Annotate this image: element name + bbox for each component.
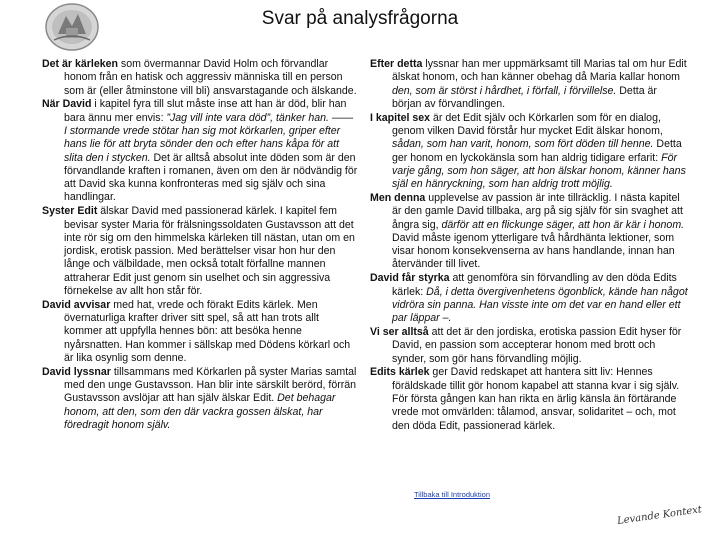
quote-text: Då, i detta övergivenhetens ögonblick, kände han något vidröra sin panna. Han visste inte om det var en hand eller ett par läppar –. — [392, 285, 688, 325]
paragraph — [42, 98, 358, 204]
body-text: är det Edit själv och Körkarlen som för en dialog, genom vilken David förstår hur mycket Edit älskar honom, — [392, 111, 663, 137]
paragraph — [370, 326, 688, 366]
right-column — [370, 58, 688, 433]
paragraph-lead: Det är kärleken — [42, 58, 118, 70]
paragraph — [42, 205, 358, 298]
quote-text: sådan, som han varit, honom, som fört döden till henne. — [392, 138, 654, 151]
paragraph-lead: David avvisar — [42, 298, 111, 311]
body-text: upplevelse av passion är inte tillräcklig. I nästa kapitel är den gamle David tillbaka, arg på sig själv för sin svaghet att ångra sig, — [392, 191, 683, 231]
body-text: Detta är början av förvandlingen. — [392, 84, 657, 110]
body-text: lyssnar han mer uppmärksamt till Marias tal om hur Edit älskat honom, och han känner obehag då Maria kallar honom — [392, 58, 687, 84]
quote-text: därför att en flickunge säger, att hon är kär i honom. — [441, 218, 685, 231]
paragraph — [370, 192, 688, 272]
paragraph — [42, 299, 358, 365]
paragraph — [42, 58, 358, 98]
paragraph — [370, 112, 688, 192]
body-text: med hat, vrede och förakt Edits kärlek. Men övernaturliga krafter driver sitt spel, så att han trots allt kommer att uppfylla hennes bön: att besöka henne nyårsnatten. Han kommer i sällskap med Dödens körkarl och är lika osynlig som denne. — [64, 298, 351, 365]
quote-text: Det behagar honom, att den, som den där vackra gossen älskat, har föredragit honom själv. — [64, 392, 336, 432]
body-text: att genomföra sin förvandling av den döda Edits kärlek: — [392, 272, 677, 298]
paragraph-lead: Efter detta — [370, 58, 423, 70]
body-text: David måste igenom ytterligare två hårdhänta lektioner, som visar honom konsekvenserna av hans handlande, innan han återvänder till livet. — [392, 231, 675, 271]
paragraph-lead: Men denna — [370, 191, 426, 204]
quote-text: För varje gång, som hon säger, att hon älskar honom, känner hans själ en hänryckning, som han aldrig trott möjlig. — [392, 151, 686, 191]
paragraph-lead: David får styrka — [370, 272, 450, 285]
paragraph-lead: I kapitel sex — [370, 111, 431, 124]
paragraph — [370, 58, 688, 111]
paragraph-lead: Vi ser alltså — [370, 325, 429, 338]
body-text: i kapitel fyra till slut måste inse att han är död, blir han bara ännu mer envis: — [64, 98, 347, 124]
body-text: Detta ger honom en lyckokänsla som han aldrig tidigare erfarit: — [392, 138, 682, 164]
body-text: som övermannar David Holm och förvandlar honom från en hatisk och aggressiv människa till en person som är (eller åtminstone vill bli) ansvarstagande och älskande. — [64, 58, 357, 97]
body-text: Det är alltså absolut inte döden som är den förvandlande kraften i romanen, även om den är nödvändig för att David ska kunna konfronteras med sig själv och sina handlingar. — [64, 151, 358, 204]
left-column — [42, 58, 358, 433]
paragraph — [370, 366, 688, 432]
back-to-introduction-link[interactable]: Tillbaka till Introduktion — [414, 490, 491, 499]
paragraph-lead: Syster Edit — [42, 205, 98, 218]
quote-text: ”Jag vill inte vara död”, tänker han. —— I stormande vrede stötar han sig mot körkarlen, griper efter hans lie för att bryta sönder den och efter hans kåpa för att slita den i stycken. — [64, 111, 354, 164]
body-text: att det är den jordiska, erotiska passion Edit hyser för David, en passion som accepterar honom med brott och synder, som gör hans förvandling möjlig. — [392, 325, 682, 365]
paragraph — [370, 272, 688, 325]
quote-text: den, som är störst i hårdhet, i förfall, i förvillelse. — [392, 84, 617, 97]
paragraph-lead: Edits kärlek — [370, 366, 430, 379]
body-text: tillsammans med Körkarlen på syster Marias samtal med den unge Gustavsson. Han blir inte särskilt berörd, förrän Gustavsson avslöjar att han själv älskar Edit. — [64, 365, 357, 405]
body-text: ger David redskapet att hantera sitt liv: Hennes föräldskade tillit gör honom kapabel att stanna kvar i sig själv. För första gången kan han rikta en ärlig känsla än förtärande vrede mot omvärlden: tålamod, ansvar, solidaritet – och, mot den döda Edit, passionerad kärlek. — [392, 366, 680, 432]
page-title: Svar på analysfrågorna — [261, 8, 459, 29]
paragraph-lead: När David — [42, 98, 92, 111]
paragraph-lead: David lyssnar — [42, 365, 111, 378]
body-text: älskar David med passionerad kärlek. I kapitel fem bevisar syster Maria för frälsningssoldaten Gustavsson att det inte rör sig om den himmelska kärleken till nästan, utan om en jordisk, erotisk passion. Med berättelser visar hon hur den långe och välbildade, men också totalt förfallne mannen attraherar Edit just genom sin uselhet och sin aggressiva förnekelse av allt hon står för. — [64, 205, 355, 298]
paragraph — [42, 366, 358, 432]
stamp-signature: Levande Kontext — [616, 504, 703, 527]
